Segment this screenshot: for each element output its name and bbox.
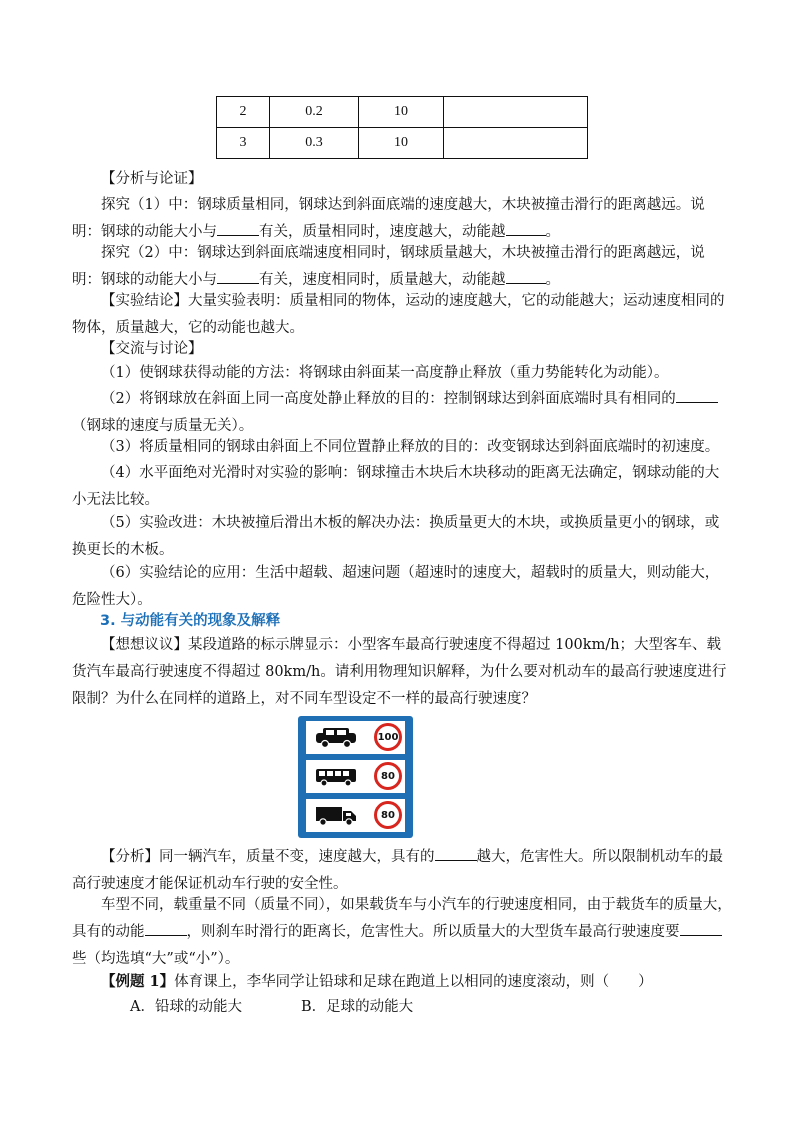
sign-panel	[306, 760, 405, 793]
text: 些（均选填“大”或“小”）。	[72, 951, 240, 967]
option-b[interactable]: B．足球的动能大	[301, 999, 414, 1015]
experiment-conclusion: 【实验结论】大量实验表明：质量相同的物体，运动的速度越大，它的动能越大；运动速度相同的物体，质量越大，它的动能也越大。	[72, 293, 725, 336]
text: ，则刹车时滑行的距离长，危害性大。所以质量大的大型货车最高行驶速度要	[186, 924, 680, 940]
table-cell: 2	[217, 97, 270, 128]
text: 有关，速度相同时，质量越大，动能越	[259, 272, 506, 288]
discussion-item-6: （6）实验结论的应用：生活中超载、超速问题（超速时的速度大，超载时的质量大，则动能大，危险性大）。	[72, 565, 720, 608]
text: 。	[545, 224, 560, 240]
text: 探究（2）中：钢球达到斜面底端速度相同时，钢球质量越大，木块被撞击滑行的距离越远，说明：钢球的动能大小与	[72, 245, 705, 288]
discussion-item-3: （3）将质量相同的钢球由斜面上不同位置静止释放的目的：改变钢球达到斜面底端时的初速度。	[101, 439, 720, 455]
table-cell: 0.2	[270, 97, 359, 128]
example-text: 体育课上，李华同学让铅球和足球在跑道上以相同的速度滚动，则（ ）	[174, 974, 653, 990]
speed-limit-sign	[298, 716, 413, 838]
fill-blank[interactable]	[145, 921, 187, 936]
think-discuss-paragraph: 【想想议议】某段道路的标示牌显示：小型客车最高行驶速度不得超过 100km/h；大型客车、载货汽车最高行驶速度不得超过 80km/h。请利用物理知识解释，为什么要对机动车的最高行驶速度进行限制？为什么在同样的道路上，对不同车型设定不一样的最高行驶速度？	[72, 637, 727, 707]
analysis-2-paragraph-2	[72, 892, 732, 973]
speed-limit-badge: 80	[374, 801, 402, 829]
analysis-paragraph-1	[72, 192, 732, 246]
fill-blank[interactable]	[676, 388, 718, 403]
discussion-item-4: （4）水平面绝对光滑时对实验的影响：钢球撞击木块后木块移动的距离无法确定，钢球动能的大小无法比较。	[72, 465, 720, 508]
sign-panel	[306, 799, 405, 832]
table-cell	[444, 128, 588, 159]
discussion-item-5: （5）实验改进：木块被撞后滑出木板的解决办法：换质量更大的木块，或换质量更小的钢球，或换更长的木板。	[72, 515, 720, 558]
analysis-paragraph-2	[72, 240, 732, 294]
data-table	[216, 96, 588, 159]
bus-icon	[314, 766, 358, 788]
table-cell: 10	[359, 128, 444, 159]
table-row	[217, 97, 588, 128]
car-icon	[314, 727, 358, 749]
fill-blank[interactable]	[506, 269, 546, 284]
example-label: 【例题 1】	[101, 973, 175, 990]
fill-blank[interactable]	[506, 221, 546, 236]
section-heading: 3. 与动能有关的现象及解释	[100, 613, 281, 629]
text: （2）将钢球放在斜面上同一高度处静止释放的目的：控制钢球达到斜面底端时具有相同的	[101, 391, 676, 407]
discussion-header: 【交流与讨论】	[101, 341, 203, 357]
analysis-2-paragraph-1	[72, 844, 732, 898]
text: 越大，危害性大。所以限制机动车的最高行驶速度才能保证机动车行驶的安全性。	[72, 849, 723, 892]
fill-blank[interactable]	[217, 221, 259, 236]
table-cell: 3	[217, 128, 270, 159]
fill-blank[interactable]	[435, 846, 477, 861]
discussion-item-1: （1）使钢球获得动能的方法：将钢球由斜面某一高度静止释放（重力势能转化为动能）。	[101, 365, 669, 381]
truck-icon	[314, 805, 358, 827]
speed-limit-badge: 80	[374, 762, 402, 790]
sign-panel	[306, 721, 405, 754]
text: 车型不同，载重量不同（质量不同），如果载货车与小汽车的行驶速度相同，由于载货车的质量大，具有的动能	[72, 897, 732, 940]
table-row	[217, 128, 588, 159]
text: （钢球的速度与质量无关）。	[72, 418, 254, 434]
text: 有关，质量相同时，速度越大，动能越	[259, 224, 506, 240]
text: 探究（1）中：钢球质量相同，钢球达到斜面底端的速度越大，木块被撞击滑行的距离越远。说明：钢球的动能大小与	[72, 197, 705, 240]
table-cell: 10	[359, 97, 444, 128]
fill-blank[interactable]	[680, 921, 722, 936]
analysis-header: 【分析与论证】	[101, 171, 203, 187]
example-options	[72, 994, 732, 1021]
fill-blank[interactable]	[217, 269, 259, 284]
text: 【分析】同一辆汽车，质量不变，速度越大，具有的	[101, 849, 435, 865]
option-a[interactable]: A．铅球的动能大	[130, 999, 242, 1015]
table-cell: 0.3	[270, 128, 359, 159]
text: 。	[545, 272, 560, 288]
table-cell	[444, 97, 588, 128]
discussion-item-2	[72, 386, 732, 440]
speed-limit-badge: 100	[374, 723, 402, 751]
example-question	[72, 968, 732, 996]
